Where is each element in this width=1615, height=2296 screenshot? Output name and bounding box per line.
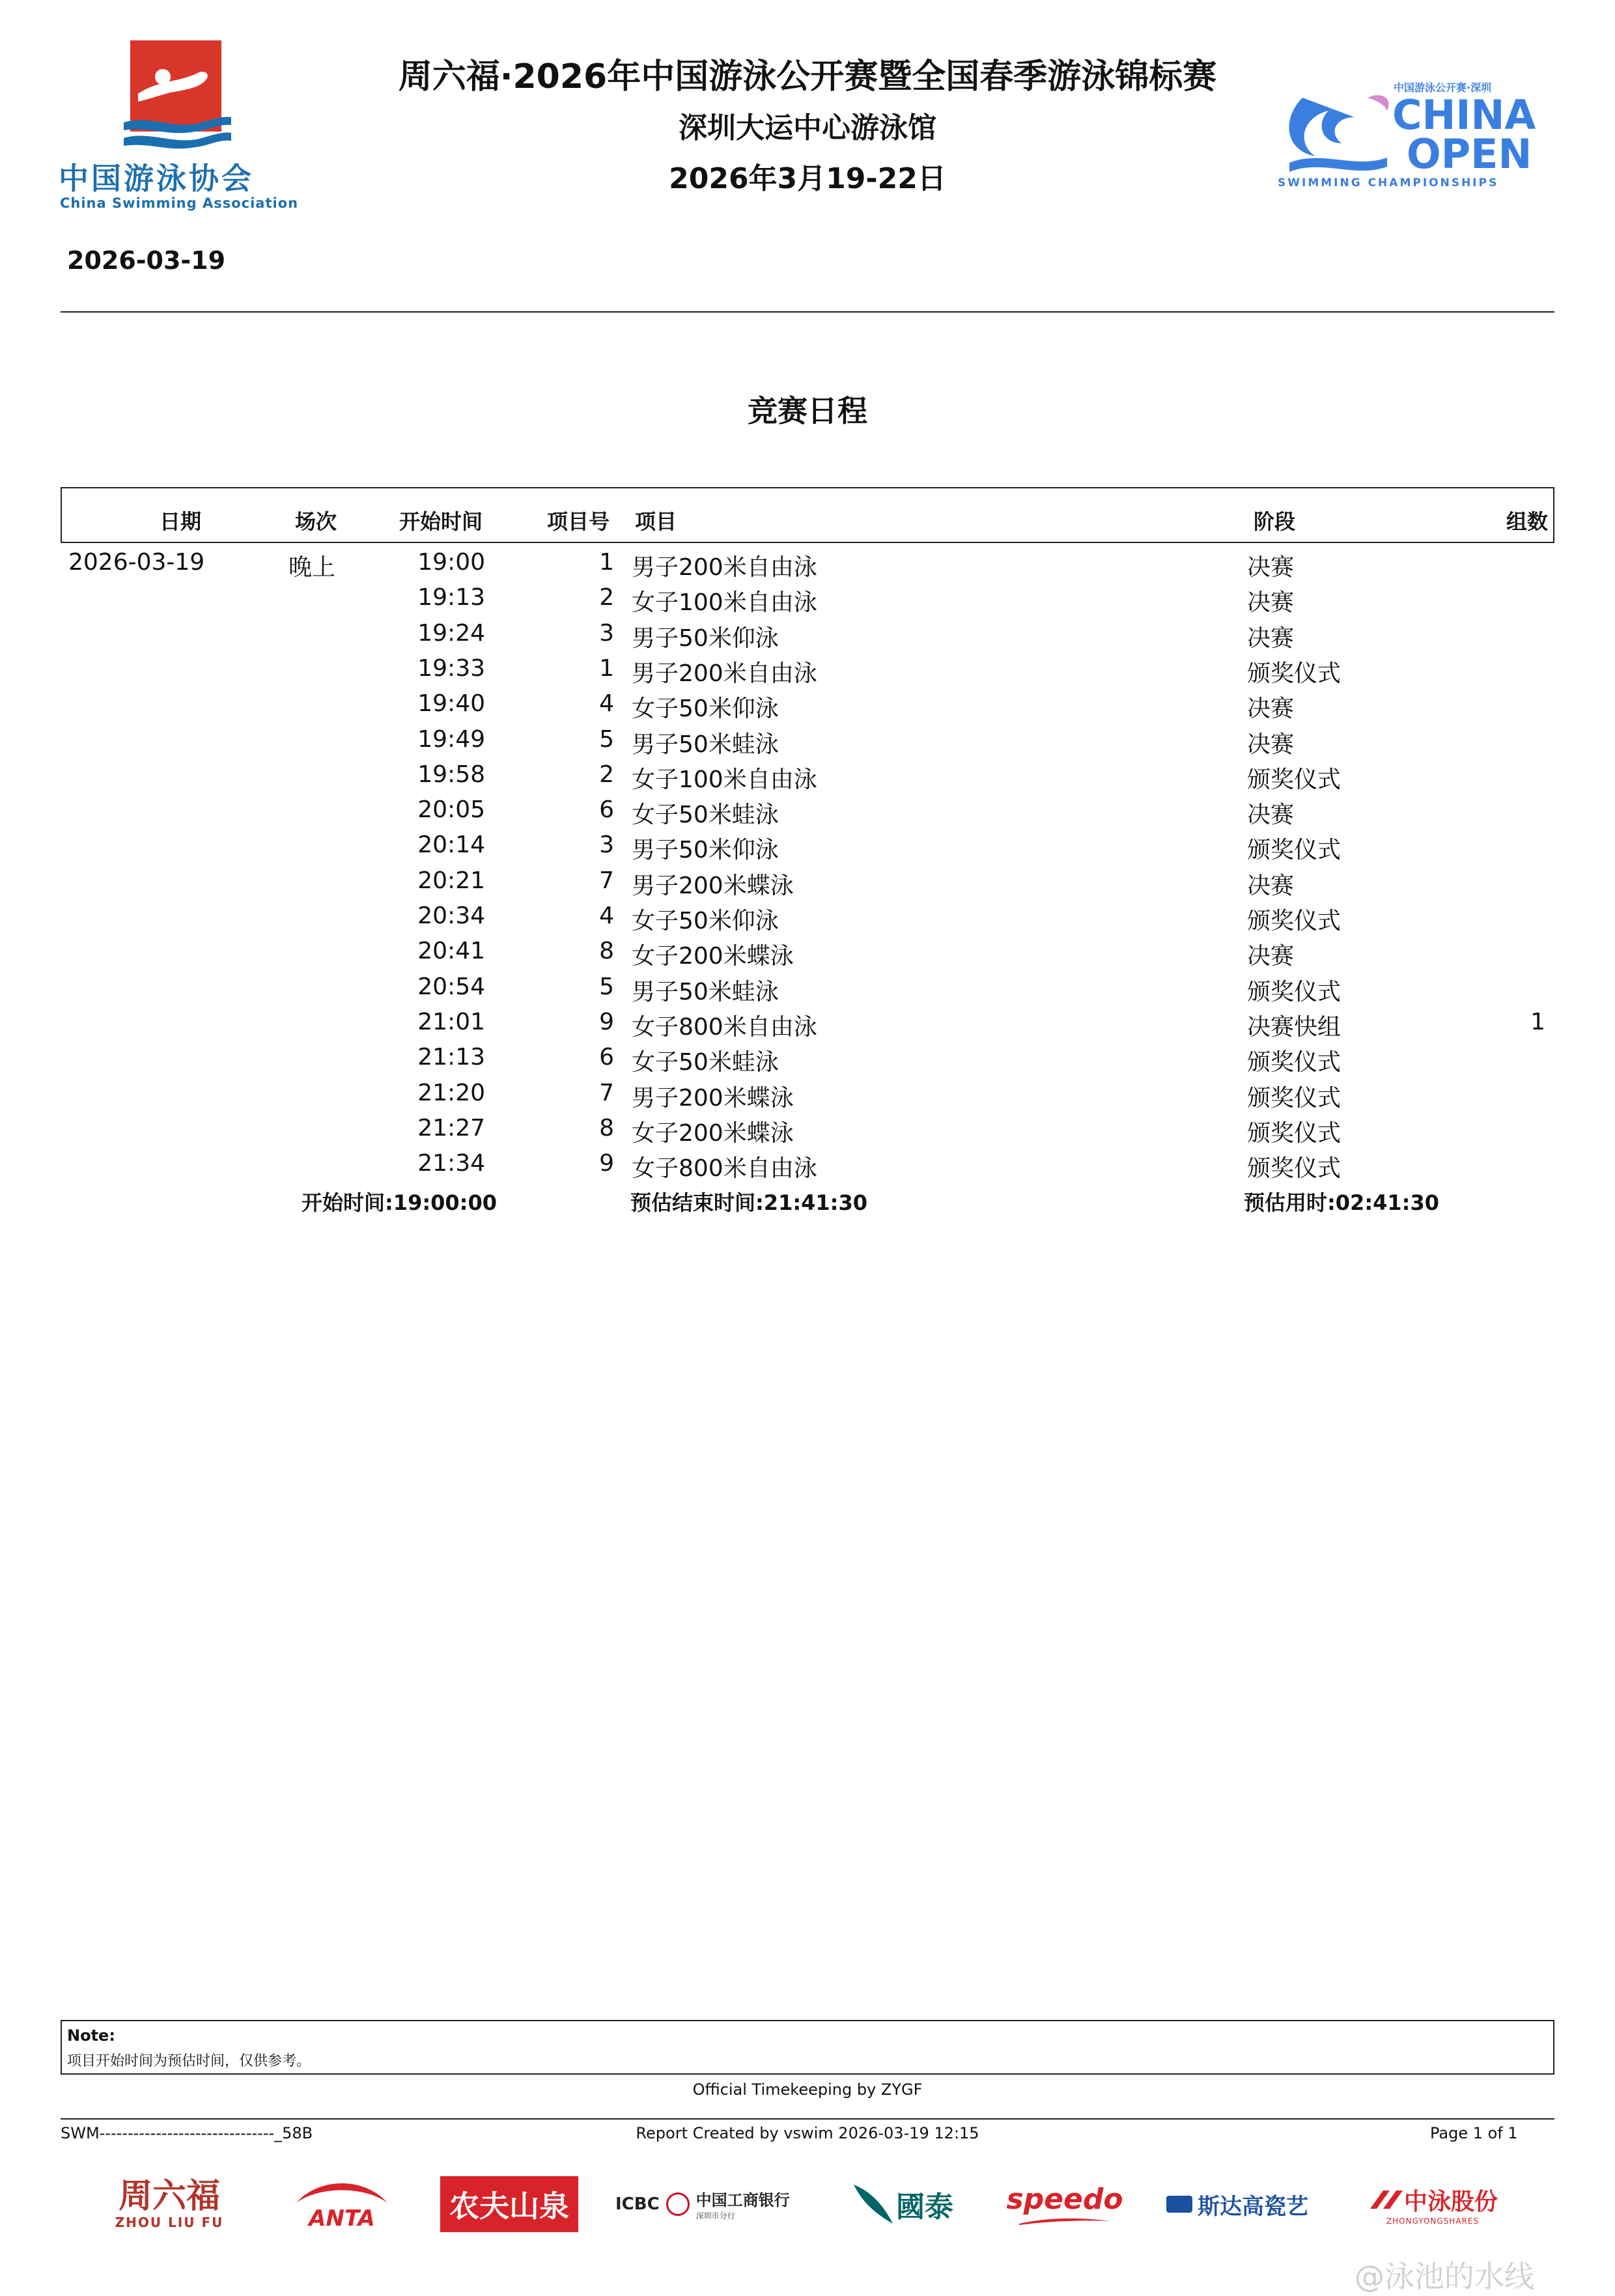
- association-name-cn: 中国游泳协会: [59, 161, 254, 196]
- sponsor-zhongyong: [1348, 2175, 1517, 2233]
- sponsor-zhouliufu: [104, 2175, 234, 2233]
- row-start-time: 19:13: [417, 584, 485, 611]
- zhongyong-en: ZHONGYONGSHARES: [1386, 2216, 1480, 2226]
- row-event-number: 3: [599, 620, 614, 647]
- schedule-date: 2026-03-19: [68, 549, 205, 576]
- zhongyong-logo-icon: [1368, 2187, 1404, 2213]
- row-start-time: 21:20: [417, 1080, 485, 1106]
- row-event-number: 8: [599, 1115, 614, 1141]
- row-heats: 1: [1530, 1009, 1545, 1035]
- association-name-en: China Swimming Association: [60, 195, 299, 211]
- col-heats: 组数: [1506, 509, 1549, 534]
- china-open-china: CHINA: [1392, 91, 1536, 139]
- row-start-time: 21:13: [417, 1044, 485, 1071]
- row-event: 女子100米自由泳: [632, 589, 817, 616]
- china-open-open: OPEN: [1407, 130, 1532, 178]
- row-event: 女子200米蝶泳: [632, 943, 794, 970]
- row-event-number: 7: [599, 867, 614, 894]
- row-start-time: 20:54: [417, 973, 485, 1000]
- row-event: 男子50米仰泳: [632, 625, 779, 652]
- row-event-number: 8: [599, 938, 614, 964]
- col-start-time: 开始时间: [399, 509, 483, 534]
- sponsor-cathay: [837, 2175, 967, 2233]
- row-event: 男子200米自由泳: [632, 554, 817, 581]
- summary-end: 预估结束时间:21:41:30: [630, 1190, 867, 1215]
- row-event: 男子50米仰泳: [632, 837, 779, 863]
- row-phase: 决赛: [1247, 589, 1295, 616]
- row-event-number: 5: [599, 726, 614, 753]
- watermark: @泳池的水线: [1355, 2259, 1534, 2294]
- sponsor-icbc: [615, 2175, 811, 2233]
- report-code: SWM-------------------------------_58B: [61, 2124, 313, 2142]
- row-event: 男子50米蛙泳: [632, 979, 779, 1005]
- row-start-time: 20:21: [417, 867, 485, 894]
- zhongyong-text: 中泳股份: [1403, 2188, 1498, 2215]
- row-event: 女子50米蛙泳: [632, 1049, 779, 1076]
- row-start-time: 19:24: [417, 620, 485, 647]
- report-date: 2026-03-19: [67, 246, 226, 275]
- col-session: 场次: [295, 509, 337, 534]
- timekeeping: Official Timekeeping by ZYGF: [692, 2080, 923, 2099]
- col-event: 项目: [635, 509, 677, 534]
- row-start-time: 21:01: [417, 1009, 485, 1035]
- cathay-logo-icon: [850, 2178, 896, 2230]
- row-event-number: 4: [599, 690, 614, 717]
- row-event-number: 4: [599, 903, 614, 929]
- row-event-number: 9: [599, 1150, 614, 1177]
- row-start-time: 20:14: [417, 832, 485, 858]
- page-number: Page 1 of 1: [1430, 2124, 1518, 2142]
- col-date: 日期: [160, 509, 202, 534]
- row-start-time: 19:40: [417, 690, 485, 717]
- row-event-number: 6: [599, 796, 614, 823]
- row-event: 男子200米蝶泳: [632, 873, 794, 899]
- row-start-time: 21:34: [417, 1150, 485, 1177]
- row-event: 女子100米自由泳: [632, 766, 817, 793]
- header-divider: [61, 311, 1554, 313]
- sponsor-sida: [1153, 2175, 1322, 2233]
- event-title: 周六福·2026年中国游泳公开赛暨全国春季游泳锦标赛: [398, 57, 1217, 96]
- china-open-logo: [1276, 72, 1563, 189]
- row-event: 女子50米蛙泳: [632, 802, 779, 828]
- schedule-session: 晚上: [288, 554, 336, 581]
- zhouliufu-en: ZHOU LIU FU: [115, 2215, 224, 2230]
- row-event-number: 6: [599, 1044, 614, 1071]
- sponsor-speedo: [1000, 2175, 1130, 2233]
- cathay-text: 國泰: [896, 2191, 953, 2224]
- icbc-branch: 深圳市分行: [695, 2211, 735, 2220]
- sponsor-anta: [287, 2175, 397, 2233]
- row-start-time: 19:00: [417, 549, 485, 576]
- row-event: 男子50米蛙泳: [632, 731, 779, 758]
- row-event-number: 1: [599, 655, 614, 682]
- row-phase: 决赛: [1247, 695, 1295, 722]
- icbc-icon: [666, 2192, 690, 2216]
- anta-text: ANTA: [309, 2205, 375, 2232]
- sponsor-nongfu: [435, 2175, 583, 2233]
- row-event: 女子200米蝶泳: [632, 1120, 794, 1147]
- anta-logo-icon: [293, 2177, 391, 2205]
- event-venue: 深圳大运中心游泳馆: [679, 111, 936, 145]
- row-phase: 颁奖仪式: [1247, 1049, 1341, 1076]
- row-event-number: 7: [599, 1080, 614, 1106]
- row-phase: 决赛: [1247, 731, 1295, 758]
- document-title: 竞赛日程: [748, 393, 867, 428]
- sida-text: 斯达高瓷艺: [1198, 2193, 1308, 2220]
- row-event-number: 9: [599, 1009, 614, 1035]
- note-box: [61, 2020, 1554, 2075]
- note-title: Note:: [67, 2026, 115, 2045]
- row-event-number: 2: [599, 761, 614, 788]
- row-phase: 决赛: [1247, 554, 1295, 581]
- col-event-number: 项目号: [547, 509, 610, 534]
- row-event: 女子800米自由泳: [632, 1155, 817, 1182]
- row-phase: 决赛: [1247, 625, 1295, 652]
- speedo-text: speedo: [1006, 2182, 1123, 2216]
- row-phase: 决赛: [1247, 802, 1295, 828]
- row-start-time: 20:05: [417, 796, 485, 823]
- row-phase: 颁奖仪式: [1247, 1120, 1341, 1147]
- row-phase: 颁奖仪式: [1247, 1085, 1341, 1112]
- row-phase: 颁奖仪式: [1247, 979, 1341, 1005]
- row-phase: 颁奖仪式: [1247, 660, 1341, 687]
- row-event-number: 1: [599, 549, 614, 576]
- row-event: 女子800米自由泳: [632, 1014, 817, 1041]
- row-phase: 决赛快组: [1247, 1014, 1341, 1041]
- row-phase: 颁奖仪式: [1247, 837, 1341, 863]
- table-header: [61, 487, 1554, 543]
- col-phase: 阶段: [1254, 509, 1296, 534]
- row-phase: 颁奖仪式: [1247, 766, 1341, 793]
- row-event-number: 2: [599, 584, 614, 611]
- china-open-sub: SWIMMING CHAMPIONSHIPS: [1278, 176, 1499, 189]
- icbc-text: ICBC: [615, 2194, 660, 2214]
- row-event: 男子200米自由泳: [632, 660, 817, 687]
- row-start-time: 21:27: [417, 1115, 485, 1141]
- row-phase: 颁奖仪式: [1247, 1155, 1341, 1182]
- row-phase: 决赛: [1247, 943, 1295, 970]
- report-created: Report Created by vswim 2026-03-19 12:15: [636, 2124, 979, 2142]
- summary-start: 开始时间:19:00:00: [302, 1190, 497, 1215]
- note-text: 项目开始时间为预估时间，仅供参考。: [67, 2053, 311, 2069]
- row-event-number: 5: [599, 973, 614, 1000]
- row-start-time: 20:41: [417, 938, 485, 964]
- row-start-time: 19:49: [417, 726, 485, 753]
- row-phase: 颁奖仪式: [1247, 908, 1341, 934]
- nongfu-text: 农夫山泉: [440, 2176, 578, 2232]
- event-dates: 2026年3月19-22日: [669, 162, 946, 195]
- row-event: 女子50米仰泳: [632, 908, 779, 934]
- row-start-time: 19:58: [417, 761, 485, 788]
- sida-icon: [1166, 2196, 1192, 2213]
- row-event-number: 3: [599, 832, 614, 858]
- speedo-swoosh-icon: [1016, 2216, 1114, 2226]
- row-event: 女子50米仰泳: [632, 695, 779, 722]
- row-phase: 决赛: [1247, 873, 1295, 899]
- row-event: 男子200米蝶泳: [632, 1085, 794, 1112]
- zhouliufu-cn: 周六福: [118, 2176, 220, 2216]
- row-start-time: 19:33: [417, 655, 485, 682]
- icbc-cn: 中国工商银行: [695, 2191, 790, 2209]
- summary-duration: 预估用时:02:41:30: [1244, 1190, 1439, 1215]
- china-open-small-text: 中国游泳公开赛·深圳: [1394, 81, 1492, 94]
- footer-divider: [61, 2118, 1554, 2120]
- row-start-time: 20:34: [417, 903, 485, 929]
